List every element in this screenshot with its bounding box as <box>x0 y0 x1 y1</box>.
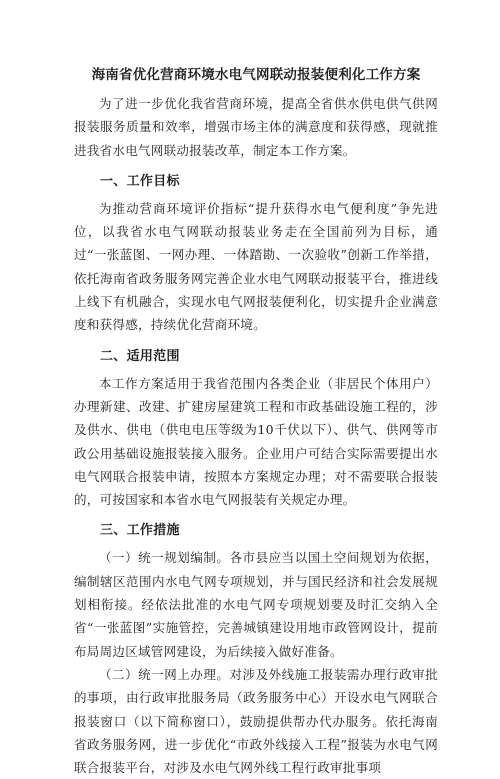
intro-paragraph: 为了进一步优化我省营商环境，提高全省供水供电供气供网报装服务质量和效率，增强市场主体的满意度和获得感，现就推进我省水电气网联动报装改革，制定本工作方案。 <box>74 96 438 158</box>
section-paragraph: （二）统一网上办理。对涉及外线施工报装需办理行政审批的事项，由行政审批服务局（政务服务中心）开设水电气网联合报装窗口（以下简称窗口），鼓励提供帮办代办服务。依托海南省政务服务网，进一步优化“市政外线接入工程”报装为水电气网联合报装平台，对涉及水电气网外线工程行政审批事项 <box>74 666 438 776</box>
section-scope <box>74 345 438 512</box>
section-goals <box>74 170 438 337</box>
document-title: 海南省优化营商环境水电气网联动报装便利化工作方案 <box>91 67 421 83</box>
section-heading: 一、工作目标 <box>100 173 180 189</box>
section-paragraph: （一）统一规划编制。各市县应当以国土空间规划为依据，编制辖区范围内水电气网专项规划，并与国民经济和社会发展规划相衔接。经依法批准的水电气网专项规划要及时汇交纳入全省“一张蓝图”实施管控，完善城镇建设用地市政管网设计，提前布局周边区域管网建设，为后续接入做好准备。 <box>74 550 438 659</box>
section-heading: 三、工作措施 <box>100 523 180 539</box>
section-paragraph: 本工作方案适用于我省范围内各类企业（非居民个体用户）办理新建、改建、扩建房屋建筑工程和市政基础设施工程的，涉及供水、供电（供电电压等级为10千伏以下）、供气、供网等市政公用基础设施报装接入服务。企业用户可结合实际需要提出水电气网联合报装申请，按照本方案规定办理；对不需要联合报装的，可按国家和本省水电气网报装有关规定办理。 <box>74 375 438 508</box>
section-heading: 二、适用范围 <box>100 348 180 364</box>
section-measures <box>74 519 438 779</box>
section-paragraph: 为推动营商环境评价指标“提升获得水电气便利度”争先进位，以我省水电气网联动报装业务走在全国前列为目标，通过“一张蓝图、一网办理、一体踏勘、一次验收”创新工作举措，依托海南省政务服务网完善企业水电气网联动报装平台，推进线上线下有机融合，实现水电气网报装便利化，切实提升企业满意度和获得感，持续优化营商环境。 <box>74 200 438 333</box>
